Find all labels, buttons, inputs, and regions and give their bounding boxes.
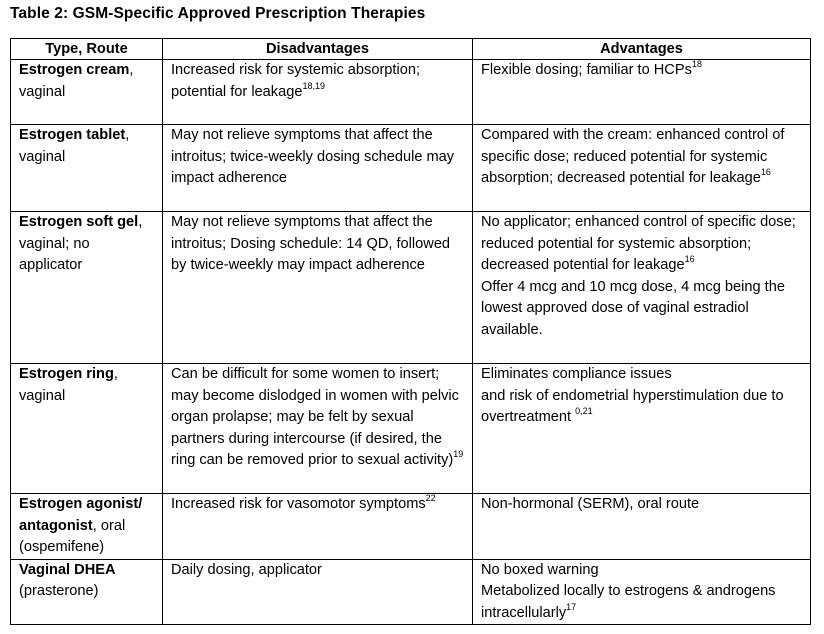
citation-superscript: 16 xyxy=(760,167,771,178)
citation-superscript: 17 xyxy=(566,601,577,612)
cell-text: Flexible dosing; familiar to HCPs xyxy=(481,62,692,78)
cell-paragraph xyxy=(171,364,466,472)
table-row xyxy=(11,364,811,494)
cell-paragraph xyxy=(481,494,804,516)
advantages-cell xyxy=(473,212,811,364)
type-route-cell xyxy=(11,559,163,625)
cell-paragraph xyxy=(481,560,804,582)
header-type-route: Type, Route xyxy=(11,39,163,60)
cell-paragraph xyxy=(171,212,466,277)
table-row xyxy=(11,60,811,125)
advantages-cell xyxy=(473,559,811,625)
type-route-cell xyxy=(11,494,163,560)
cell-text: May not relieve symptoms that affect the introitus; Dosing schedule: 14 QD, followed by twice-weekly may impact adherence xyxy=(171,214,451,273)
table-row xyxy=(11,559,811,625)
disadvantages-cell xyxy=(163,125,473,212)
cell-paragraph xyxy=(171,60,466,103)
cell-paragraph xyxy=(481,364,804,386)
type-route-cell xyxy=(11,364,163,494)
type-route-cell xyxy=(11,125,163,212)
disadvantages-cell xyxy=(163,494,473,560)
route-text: , vaginal; no applicator xyxy=(19,214,143,273)
cell-text: Daily dosing, applicator xyxy=(171,561,322,578)
disadvantages-cell xyxy=(163,60,473,125)
cell-text: Increased risk for systemic absorption; potential for leakage xyxy=(171,62,420,100)
disadvantages-cell xyxy=(163,364,473,494)
route-text: , vaginal xyxy=(19,127,130,165)
cell-paragraph xyxy=(481,212,804,277)
header-disadvantages: Disadvantages xyxy=(163,39,473,60)
therapy-name: Estrogen ring xyxy=(19,366,114,382)
advantages-cell xyxy=(473,125,811,212)
cell-paragraph xyxy=(481,277,804,342)
table-caption: Table 2: GSM-Specific Approved Prescription Therapies xyxy=(10,5,426,22)
citation-superscript: 18 xyxy=(691,59,702,70)
advantages-cell xyxy=(473,494,811,560)
cell-text: No applicator; enhanced control of specific dose; reduced potential for systemic absorption; decreased potential for leakage xyxy=(481,214,796,273)
cell-text: and risk of endometrial hyperstimulation due to overtreatment xyxy=(481,387,784,425)
cell-text: Offer 4 mcg and 10 mcg dose, 4 mcg being the lowest approved dose of vaginal estradiol available. xyxy=(481,278,785,338)
therapy-name: Estrogen soft gel xyxy=(19,214,139,230)
citation-superscript: 0,21 xyxy=(575,406,593,417)
cell-paragraph xyxy=(171,125,466,190)
type-route-cell xyxy=(11,212,163,364)
citation-superscript: 19 xyxy=(453,449,464,460)
cell-text: Compared with the cream: enhanced control of specific dose; reduced potential for systemic absorption; decreased potential for leakage xyxy=(481,127,785,186)
cell-paragraph xyxy=(171,494,466,516)
header-row xyxy=(11,39,811,60)
citation-superscript: 22 xyxy=(425,493,436,504)
route-text: , vaginal xyxy=(19,366,118,404)
table-row xyxy=(11,212,811,364)
cell-paragraph xyxy=(481,581,804,624)
therapy-name: Estrogen agonist/ antagonist xyxy=(19,496,143,534)
route-text: , oral (ospemifene) xyxy=(19,517,126,555)
therapies-table xyxy=(10,38,811,625)
cell-paragraph xyxy=(481,386,804,429)
citation-superscript: 16 xyxy=(684,254,695,265)
cell-paragraph xyxy=(481,125,804,190)
type-route-cell xyxy=(11,60,163,125)
cell-text: Increased risk for vasomotor symptoms xyxy=(171,496,426,512)
cell-text: No boxed warning xyxy=(481,561,599,578)
table-row xyxy=(11,125,811,212)
therapy-name: Vaginal DHEA xyxy=(19,561,116,578)
cell-text: Non-hormonal (SERM), oral route xyxy=(481,496,700,512)
table-row xyxy=(11,494,811,560)
therapy-name: Estrogen cream xyxy=(19,62,130,78)
cell-text: Can be difficult for some women to insert; may become dislodged in women with pelvic organ prolapse; may be felt by sexual partners during intercourse (if desired, the ring can be removed prior to sexual activity) xyxy=(171,366,459,468)
cell-text: May not relieve symptoms that affect the introitus; twice-weekly dosing schedule may impact adherence xyxy=(171,127,455,186)
route-text: , vaginal xyxy=(19,62,134,100)
disadvantages-cell xyxy=(163,559,473,625)
citation-superscript: 18,19 xyxy=(302,80,325,91)
therapy-name: Estrogen tablet xyxy=(19,127,126,143)
cell-text: Eliminates compliance issues xyxy=(481,366,672,382)
cell-paragraph xyxy=(481,60,804,82)
cell-paragraph xyxy=(171,560,466,582)
header-advantages: Advantages xyxy=(473,39,811,60)
advantages-cell xyxy=(473,364,811,494)
route-text: (prasterone) xyxy=(19,583,99,599)
disadvantages-cell xyxy=(163,212,473,364)
cell-text: Metabolized locally to estrogens & androgens intracellularly xyxy=(481,583,776,621)
advantages-cell xyxy=(473,60,811,125)
